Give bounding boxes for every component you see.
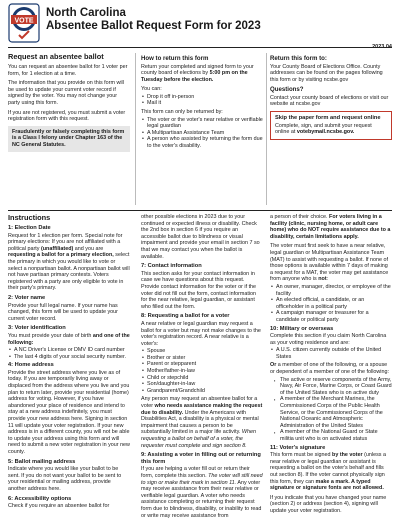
s8b-text-b: who needs assistance making the request due to disability. bbox=[141, 403, 263, 416]
facility-text-a: The voter must first seek to have a near relative, legal guardian or Multipartisan Assistance Team (MAT) to assist with requesting a ballot. If none of those options is available within 7 days of making a request for a MAT, the voter may get assistance from anyone who is bbox=[270, 243, 389, 283]
facility-text bbox=[270, 243, 392, 283]
returner-item: • The voter or the voter's near relative or verifiable legal guardian bbox=[141, 117, 263, 130]
return-heading: How to return this form bbox=[141, 55, 209, 62]
felony-warning: Fraudulently or falsely completing this form is a Class I felony under Chapter 163 of the NC General Statutes. bbox=[8, 126, 130, 152]
not-list-item: • An elected official, a candidate, or an officeholder in a political party bbox=[270, 297, 392, 310]
online-request-box bbox=[270, 111, 392, 140]
title-line-1: North Carolina bbox=[46, 7, 126, 19]
s9-continued-b: For voters living in a facility (clinic, nursing home, or adult care home) who do NOT require assistance due to a disability, certain limitations apply. bbox=[270, 214, 391, 240]
s10-list-item: • A U.S. citizen currently outside of the United States bbox=[270, 347, 392, 360]
request-p1: You can request an absentee ballot for 1 voter per form, for 1 election at a time. bbox=[8, 64, 128, 77]
s8b-text-d: When requesting a ballot on behalf of a voter, the requester must complete and sign section 8. bbox=[141, 429, 256, 449]
instructions-col-1 bbox=[8, 214, 130, 513]
s11-text-2: If you indicate that you have changed your name (section 2) or address (section 4), signing will update your voter registration. bbox=[270, 494, 387, 514]
s10-sub-item: ▪ The active or reserve components of the Army, Navy, Air Force, Marine Corps, or Coast Guard of the United States who is on active duty bbox=[270, 377, 392, 397]
return-p2: You can: bbox=[141, 86, 162, 93]
s11-title: 11: Voter's signature bbox=[270, 444, 326, 451]
column-divider bbox=[135, 53, 136, 205]
relative-item: • Son/daughter-in-law bbox=[141, 381, 263, 388]
s1-text bbox=[8, 233, 130, 292]
s10-sub-item: ▪ A member of the Merchant Marines, the Commissioned Corps of the Public Health Service, or the Commissioned Corps of the National Oceanic and Atmospheric Administration of the United States bbox=[270, 396, 392, 429]
s9-continued-a: a person of their choice. bbox=[270, 214, 330, 220]
instructions-heading: Instructions bbox=[8, 213, 51, 222]
return-to-p2: Contact your county board of elections or visit our website at ncsbe.gov bbox=[270, 94, 389, 108]
relative-item: • Spouse bbox=[141, 348, 263, 355]
s1-text-e: select the primary in which you would like to vote or select a nonpartisan ballot. A nonpartisan ballot will not have partisan primary contests. Voters registered with a party are only eligible to vote in their party's primary. bbox=[8, 252, 130, 292]
request-heading: Request an absentee ballot bbox=[8, 52, 104, 61]
return-to-section bbox=[270, 55, 392, 140]
not-list-item: • An owner, manager, director, or employee of the facility bbox=[270, 284, 392, 297]
vote-logo-icon bbox=[8, 3, 40, 43]
request-p2: The information that you provide on this form will be used to update your current voter record if signed by the voter. You may not change your party using this form. bbox=[8, 80, 124, 106]
s11-text-b: by the voter bbox=[332, 452, 363, 459]
s9-text-c: Any voter may receive assistance from their near relative or verifiable legal guardian. A voter who needs assistance completing or returning their request form due to blindness, disability, or inability to read or write may receive assistance from bbox=[141, 479, 262, 518]
s10-or-b: a member of one of the following, or a spouse or dependent of a member of one of the following: bbox=[270, 362, 389, 376]
s3-title: 3: Voter identification bbox=[8, 325, 66, 332]
not-list bbox=[270, 284, 392, 324]
s8b-text-c: Under the Americans with Disabilities Act, a disability is a physical or mental impairment that causes a person to be substantially limited in a major life activity. bbox=[141, 409, 259, 436]
s3-list-item: • The last 4 digits of your social security number. bbox=[8, 354, 130, 361]
online-request-link[interactable]: votebymail.ncsbe.gov. bbox=[296, 129, 355, 136]
not-list-item: • A campaign manager or treasurer for a candidate or political party bbox=[270, 310, 392, 323]
s4-title: 4: Home address bbox=[8, 362, 54, 369]
facility-text-b: not bbox=[318, 276, 327, 283]
s7-text: This section asks for your contact information in case we have questions about this request. Provide contact information for the voter or if the voter did not fill out the form, contact information for the near relative, legal guardian, or assistant who filled out the form. bbox=[141, 270, 257, 310]
s10-list bbox=[270, 347, 392, 360]
relative-item: • Grandparent/Grandchild bbox=[141, 388, 263, 395]
relative-item: • Brother or sister bbox=[141, 355, 263, 362]
s3-text-a: You must provide your date of birth bbox=[8, 332, 93, 339]
returners-list bbox=[141, 117, 263, 150]
online-box-body: Complete, sign, and submit your request online at bbox=[275, 122, 372, 136]
s9-text-b: The voter will still need to sign or make their mark in section 11. bbox=[141, 472, 263, 486]
return-p3: This form can only be returned by: bbox=[141, 109, 223, 116]
return-options bbox=[141, 94, 263, 107]
title-line-2: Absentee Ballot Request Form for 2023 bbox=[46, 20, 261, 32]
s3-text bbox=[8, 333, 130, 346]
s10-title: 10: Military or overseas bbox=[270, 325, 334, 332]
s4-text: Provide the street address where you live as of today. If you are temporarily living away or displaced from the address where you live and you plan to return later, provide your residential (home) address for voting. However, if you have abandoned your place of residence and intend to stay at a new address indefinitely, you must provide your new address here. Signing in section 11 will update your voter registration. If your new address is in a different county, you will not be able to update your address using this form and will need to submit a new voter registration in your new county. bbox=[8, 369, 130, 455]
header-rule bbox=[8, 47, 392, 48]
form-title bbox=[46, 7, 261, 33]
s10-text: Complete this section if you claim North Carolina as your voting residence and are: bbox=[270, 333, 387, 346]
s10-or-a: Or bbox=[270, 362, 277, 369]
questions-heading: Questions? bbox=[270, 86, 304, 94]
s9-title: 9: Assisting a voter in filling out or returning this form bbox=[141, 452, 261, 465]
s1-text-b: (unaffiliated) bbox=[40, 245, 74, 252]
facility-text-c: : bbox=[326, 276, 329, 283]
online-box-title: Skip the paper form and request online bbox=[275, 114, 381, 121]
s6-title: 6: Accessibility options bbox=[8, 495, 72, 502]
return-option: • Drop it off in-person bbox=[141, 94, 263, 101]
s5-title: 5: Ballot mailing address bbox=[8, 458, 76, 465]
request-p3: If you are not registered, you must submit a voter registration form with this request. bbox=[8, 109, 126, 123]
s11-text-c: (unless a near relative or legal guardian or assistant is requesting a ballot on the voter's behalf and fills out section 8). If the voter cannot physically sign this form, they can bbox=[270, 452, 386, 485]
relative-item: • Child or stepchild bbox=[141, 375, 263, 382]
s8b-text bbox=[141, 396, 263, 449]
s9-text-a: If you are helping a voter fill out or return their form, complete this section. bbox=[141, 466, 250, 479]
s1-text-a: Request for 1 election per form. Special note for primary elections: If you are not affiliated with a political party bbox=[8, 232, 123, 252]
s8-title: 8: Requesting a ballot for a voter bbox=[141, 313, 230, 320]
relatives-list bbox=[141, 348, 263, 394]
relative-item: • Parent or stepparent bbox=[141, 361, 263, 368]
return-option: • Mail it bbox=[141, 100, 263, 107]
s3-text-b: and one of the following: bbox=[8, 332, 130, 346]
s8-text: A near relative or legal guardian may request a ballot for a voter but may not make changes to the voter's registration record. A near relative is a voter's: bbox=[141, 320, 261, 347]
section-rule bbox=[8, 210, 392, 211]
s1-text-c: and you are bbox=[73, 245, 104, 252]
logo-text: VOTE bbox=[14, 17, 34, 25]
s10-sub-item: ▪ A member of the National Guard or State militia unit who is on activated status bbox=[270, 429, 392, 442]
column-divider bbox=[266, 53, 267, 205]
return-deadline: 5:00 pm on the Tuesday before the election. bbox=[141, 70, 248, 83]
return-to-heading: Return this form to: bbox=[270, 55, 327, 62]
return-p1 bbox=[141, 64, 263, 84]
s2-title: 2: Voter name bbox=[8, 294, 46, 301]
s6-continued: other possible elections in 2023 due to your continued or expected illness or disability. Check the 2nd box in section 6 if you require an accessible ballot due to blindness or visual impairment and provide your email in section 7 so that we may contact you when the ballot is available. bbox=[141, 214, 260, 260]
s3-list-item: • A NC Driver's License or DMV ID card number bbox=[8, 347, 130, 354]
return-to-p1: Your County Board of Elections Office. County addresses can be found on the pages following this form or by visiting ncsbe.gov bbox=[270, 63, 383, 83]
s1-text-d: requesting a ballot for a primary election, bbox=[8, 252, 114, 259]
s11-text-d: make a mark. A typed signature or signature fonts are not allowed. bbox=[270, 478, 384, 492]
s9-text bbox=[141, 466, 263, 518]
s1-title: 1: Election Date bbox=[8, 225, 51, 231]
s10-sub-list bbox=[270, 377, 392, 443]
return-p1-text: Return your completed and signed form to your county board of elections by bbox=[141, 63, 254, 77]
s7-title: 7: Contact information bbox=[141, 263, 202, 270]
s8b-text-a: Any person may request an absentee ballot for a voter bbox=[141, 396, 258, 410]
s2-text: Provide your full legal name. If your name has changed, this form will be used to update your current voter record. bbox=[8, 302, 118, 322]
request-section bbox=[8, 53, 130, 152]
s9-continued bbox=[270, 214, 392, 240]
return-section bbox=[141, 55, 263, 152]
s3-list bbox=[8, 347, 130, 360]
s11-text-a: This form must be signed bbox=[270, 452, 333, 459]
returner-item: • A Multipartisan Assistance Team bbox=[141, 130, 263, 137]
instructions-col-3 bbox=[270, 214, 392, 518]
instructions-col-2 bbox=[141, 214, 263, 518]
relative-item: • Mother/father-in-law bbox=[141, 368, 263, 375]
s5-text: Indicate where you would like your ballot to be sent. If you do not want your ballot to be sent to your residential or mailing address, provide another address here. bbox=[8, 466, 122, 492]
returner-item: • A person who assisted by returning the form due to the voter's disability. bbox=[141, 136, 263, 149]
s11-text bbox=[270, 452, 392, 492]
form-header bbox=[8, 3, 392, 43]
s6-text: Check if you require an absentee ballot for bbox=[8, 503, 110, 510]
s10-or-text bbox=[270, 362, 392, 375]
